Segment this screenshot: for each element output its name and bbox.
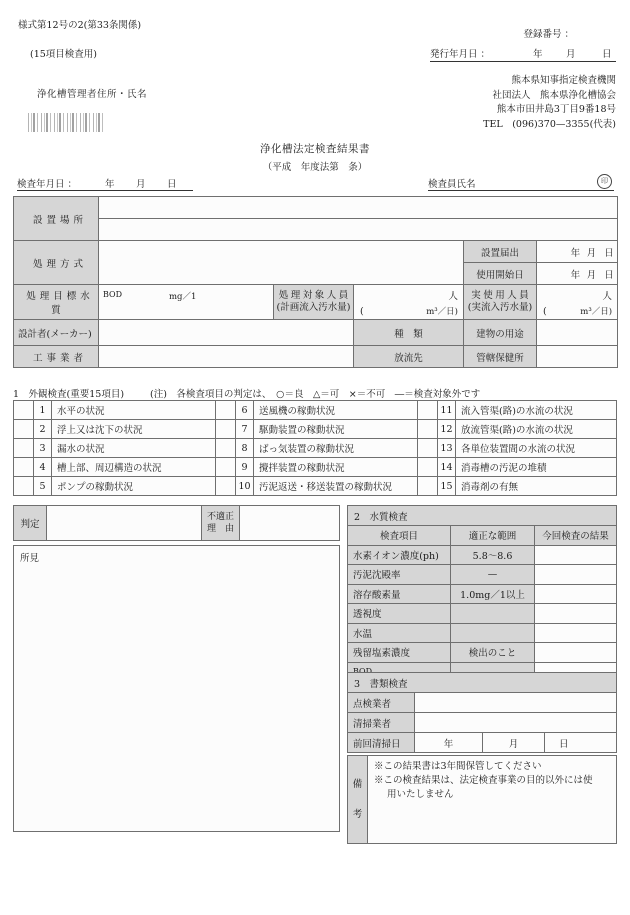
seal-icon: 印: [597, 174, 612, 189]
health-center-value[interactable]: [537, 346, 618, 368]
table-row: [348, 545, 617, 565]
judgement-label: 判定: [14, 506, 47, 541]
remarks-line-2: ※この検査結果は、法定検査事業の目的以外には使: [374, 775, 593, 786]
target-people-label: [274, 285, 354, 320]
visual-inspection-table: [13, 400, 617, 496]
table-row: [14, 197, 618, 219]
use-start-month: 月: [586, 270, 597, 281]
wq-result-transparency[interactable]: [535, 604, 617, 624]
install-notice-year: 年: [570, 248, 581, 259]
install-notice-date[interactable]: [537, 241, 618, 263]
last-cleaning-day[interactable]: 日: [545, 733, 617, 753]
item-mark-8[interactable]: [216, 439, 236, 458]
item-mark-1[interactable]: [14, 401, 34, 420]
organization-line-3: 熊本市田井島3丁目9番18号: [496, 104, 616, 115]
wq-range-ph: 5.8〜8.6: [451, 545, 535, 565]
item-mark-4[interactable]: [14, 458, 34, 477]
barcode-image: [28, 113, 106, 132]
form-number: 様式第12号の2(第33条関係): [18, 20, 142, 31]
use-start-day: 日: [604, 270, 614, 281]
wq-range-do: 1.0mg／1以上: [451, 584, 535, 604]
issue-date-row: [430, 46, 616, 62]
item-mark-2[interactable]: [14, 420, 34, 439]
water-quality-table: [347, 505, 617, 682]
wq-result-chlorine[interactable]: [535, 643, 617, 663]
document-title: 浄化槽法定検査結果書: [260, 143, 370, 155]
use-start-year: 年: [570, 270, 581, 281]
inspection-date-day: 日: [167, 179, 177, 190]
item-no-2: 2: [34, 420, 52, 439]
target-people-unit: 人: [448, 291, 458, 302]
remarks-body: [368, 756, 617, 844]
wq-result-temperature[interactable]: [535, 623, 617, 643]
item-mark-5[interactable]: [14, 477, 34, 496]
registration-block: [430, 26, 616, 62]
actual-flow-paren: (: [543, 306, 547, 317]
item-no-3: 3: [34, 439, 52, 458]
inspection-date-month: 月: [136, 179, 146, 190]
kind-label: 種 類: [354, 320, 464, 346]
table-row: [14, 346, 618, 368]
item-text-13: 各単位装置間の水流の状況: [456, 439, 617, 458]
wq-item-sludge: 汚泥沈殿率: [348, 565, 451, 585]
table-row: [14, 320, 618, 346]
use-start-date[interactable]: [537, 263, 618, 285]
remarks-line-3: 用いたしません: [387, 789, 454, 800]
inspection-date-label: 検査年月日 ：: [17, 179, 78, 190]
section3-heading: 3 書類検査: [348, 673, 617, 693]
wq-result-ph[interactable]: [535, 545, 617, 565]
wq-result-do[interactable]: [535, 584, 617, 604]
cleaning-company-label: 清掃業者: [348, 713, 415, 733]
table-row: [14, 401, 617, 420]
item-no-14: 14: [438, 458, 456, 477]
inspector-name-label: 検査員氏名: [428, 179, 476, 190]
item-text-10: 汚泥返送・移送装置の稼動状況: [254, 477, 418, 496]
last-cleaning-year[interactable]: 年: [415, 733, 483, 753]
item-no-1: 1: [34, 401, 52, 420]
item-text-5: ポンプの稼動状況: [52, 477, 216, 496]
wq-item-transparency: 透視度: [348, 604, 451, 624]
table-row: [14, 285, 618, 320]
document-check-table: [347, 672, 617, 753]
wq-item-ph: 水素イオン濃度(ph): [348, 545, 451, 565]
item-mark-9[interactable]: [216, 458, 236, 477]
item-no-4: 4: [34, 458, 52, 477]
reason-label-line1: 不適正: [206, 512, 234, 522]
registration-number-label: 登録番号 ：: [523, 29, 574, 40]
inspection-date-row: [17, 176, 193, 191]
table-row: [14, 477, 617, 496]
target-flow-unit: m³／日): [426, 307, 458, 317]
wq-column-range: 適正な範囲: [451, 526, 535, 546]
actual-flow-unit: m³／日): [580, 307, 613, 317]
item-text-15: 消毒剤の有無: [456, 477, 617, 496]
reason-value[interactable]: [240, 506, 340, 541]
actual-people-value[interactable]: [537, 285, 618, 320]
item-text-12: 放流管渠(路)の水流の状況: [456, 420, 617, 439]
wq-column-result: 今回検査の結果: [535, 526, 617, 546]
table-row: [348, 506, 617, 526]
item-mark-6[interactable]: [216, 401, 236, 420]
item-mark-12[interactable]: [418, 420, 438, 439]
findings-label: 所見: [20, 553, 40, 564]
item-no-11: 11: [438, 401, 456, 420]
building-use-value[interactable]: [537, 320, 618, 346]
item-text-14: 消毒槽の汚泥の堆積: [456, 458, 617, 477]
remarks-label: [348, 756, 368, 844]
inspection-company-value[interactable]: [415, 693, 617, 713]
bod-unit: mg／1: [169, 292, 197, 302]
table-row: [348, 584, 617, 604]
item-no-15: 15: [438, 477, 456, 496]
install-notice-day: 日: [604, 248, 614, 259]
wq-result-sludge[interactable]: [535, 565, 617, 585]
last-cleaning-month[interactable]: 月: [483, 733, 545, 753]
item-text-4: 槽上部、周辺構造の状況: [52, 458, 216, 477]
item-text-1: 水平の状況: [52, 401, 216, 420]
cleaning-company-value[interactable]: [415, 713, 617, 733]
actual-people-label: [464, 285, 537, 320]
table-row: [14, 458, 617, 477]
issue-date-day: 日: [602, 49, 612, 60]
item-text-6: 送風機の稼動状況: [254, 401, 418, 420]
reason-label-line2: 理 由: [206, 524, 234, 534]
remarks-label-line1: 備: [352, 779, 363, 790]
table-row: [14, 219, 618, 241]
install-location-value-2[interactable]: [99, 219, 618, 241]
table-row: [14, 241, 618, 263]
table-row: [14, 439, 617, 458]
item-mark-11[interactable]: [418, 401, 438, 420]
judgement-table: [13, 505, 340, 541]
item-no-6: 6: [236, 401, 254, 420]
treatment-method-label: 処理方式: [14, 241, 99, 285]
manager-address-label: 浄化槽管理者住所・氏名: [37, 89, 148, 100]
item-mark-13[interactable]: [418, 439, 438, 458]
wq-range-transparency: [451, 604, 535, 624]
organization-line-2: 社団法人 熊本県浄化槽協会: [492, 89, 616, 101]
target-people-value[interactable]: [354, 285, 464, 320]
remarks-line-1: ※この結果書は3年間保管してください: [374, 761, 542, 772]
facility-info-table: [13, 196, 618, 368]
table-row: [348, 526, 617, 546]
table-row: [348, 643, 617, 663]
install-notice-month: 月: [586, 248, 597, 259]
actual-people-label-line1: 実使用人員: [471, 290, 532, 301]
wq-column-item: 検査項目: [348, 526, 451, 546]
item-mark-7[interactable]: [216, 420, 236, 439]
table-row: [348, 756, 617, 844]
organization-line-4: TEL (096)370—3355(代表): [483, 118, 616, 130]
designer-value[interactable]: [99, 320, 354, 346]
building-use-label: 建物の用途: [464, 320, 537, 346]
item-text-7: 駆動装置の稼動状況: [254, 420, 418, 439]
item-mark-10[interactable]: [216, 477, 236, 496]
wq-range-sludge: —: [451, 565, 535, 585]
inspector-name-row: [428, 176, 614, 191]
item-no-8: 8: [236, 439, 254, 458]
actual-people-label-line2: (実流入汚水量): [467, 302, 533, 313]
wq-item-chlorine: 残留塩素濃度: [348, 643, 451, 663]
target-people-label-line2: (計画流入汚水量): [276, 302, 351, 313]
target-people-label-line1: 処理対象人員: [278, 290, 351, 301]
item-no-10: 10: [236, 477, 254, 496]
item-mark-14[interactable]: [418, 458, 438, 477]
contractor-value[interactable]: [99, 346, 354, 368]
item-text-2: 浮上又は沈下の状況: [52, 420, 216, 439]
health-center-label: 管轄保健所: [464, 346, 537, 368]
item-mark-15[interactable]: [418, 477, 438, 496]
target-quality-label: 処理目標水質: [14, 285, 99, 320]
item-no-12: 12: [438, 420, 456, 439]
table-row: [348, 604, 617, 624]
section1-note: (注) 各検査項目の判定は、 ○＝良 △＝可 ×＝不可 ―＝検査対象外です: [150, 389, 481, 400]
item-text-8: ばっ気装置の稼動状況: [254, 439, 418, 458]
issue-date-year: 年: [533, 49, 543, 60]
table-row: [348, 733, 617, 753]
findings-box[interactable]: [13, 545, 340, 832]
item-no-7: 7: [236, 420, 254, 439]
item-text-9: 攪拌装置の稼動状況: [254, 458, 418, 477]
item-no-9: 9: [236, 458, 254, 477]
form-subtitle: (15項目検査用): [30, 49, 98, 60]
document-subtitle: （平成 年度法第 条）: [262, 162, 368, 173]
section1-heading: 1 外観検査(重要15項目): [13, 389, 125, 400]
table-row: [348, 565, 617, 585]
remarks-table: [347, 755, 617, 844]
table-row: [348, 623, 617, 643]
judgement-value[interactable]: [47, 506, 202, 541]
install-notice-label: 設置届出: [464, 241, 537, 263]
item-mark-3[interactable]: [14, 439, 34, 458]
inspection-date-year: 年: [105, 179, 115, 190]
bod-value-cell[interactable]: [99, 285, 274, 320]
table-row: [14, 420, 617, 439]
organization-line-1: 熊本県知事指定検査機関: [511, 75, 616, 86]
item-text-3: 漏水の状況: [52, 439, 216, 458]
treatment-method-value[interactable]: [99, 241, 464, 285]
reason-label: [202, 506, 240, 541]
item-no-5: 5: [34, 477, 52, 496]
table-row: [348, 693, 617, 713]
wq-item-do: 溶存酸素量: [348, 584, 451, 604]
wq-item-temperature: 水温: [348, 623, 451, 643]
table-row: [348, 713, 617, 733]
install-location-value[interactable]: [99, 197, 618, 219]
table-row: [14, 506, 340, 541]
wq-range-temperature: [451, 623, 535, 643]
organization-block: [483, 74, 616, 132]
section2-heading: 2 水質検査: [348, 506, 617, 526]
table-row: [348, 673, 617, 693]
item-no-13: 13: [438, 439, 456, 458]
target-flow-paren: (: [360, 306, 364, 317]
install-location-label: 設置場所: [14, 197, 99, 241]
bod-label: BOD: [103, 290, 122, 299]
wq-range-chlorine: 検出のこと: [451, 643, 535, 663]
inspection-company-label: 点検業者: [348, 693, 415, 713]
item-text-11: 流入管渠(路)の水流の状況: [456, 401, 617, 420]
issue-date-month: 月: [566, 49, 576, 60]
designer-label: 設計者(メーカー): [14, 320, 99, 346]
use-start-label: 使用開始日: [464, 263, 537, 285]
remarks-label-line2: 考: [352, 809, 363, 820]
discharge-label: 放流先: [354, 346, 464, 368]
last-cleaning-label: 前回清掃日: [348, 733, 415, 753]
contractor-label: 工事業者: [14, 346, 99, 368]
issue-date-label: 発行年月日 ：: [430, 49, 491, 60]
actual-people-unit: 人: [602, 291, 613, 302]
